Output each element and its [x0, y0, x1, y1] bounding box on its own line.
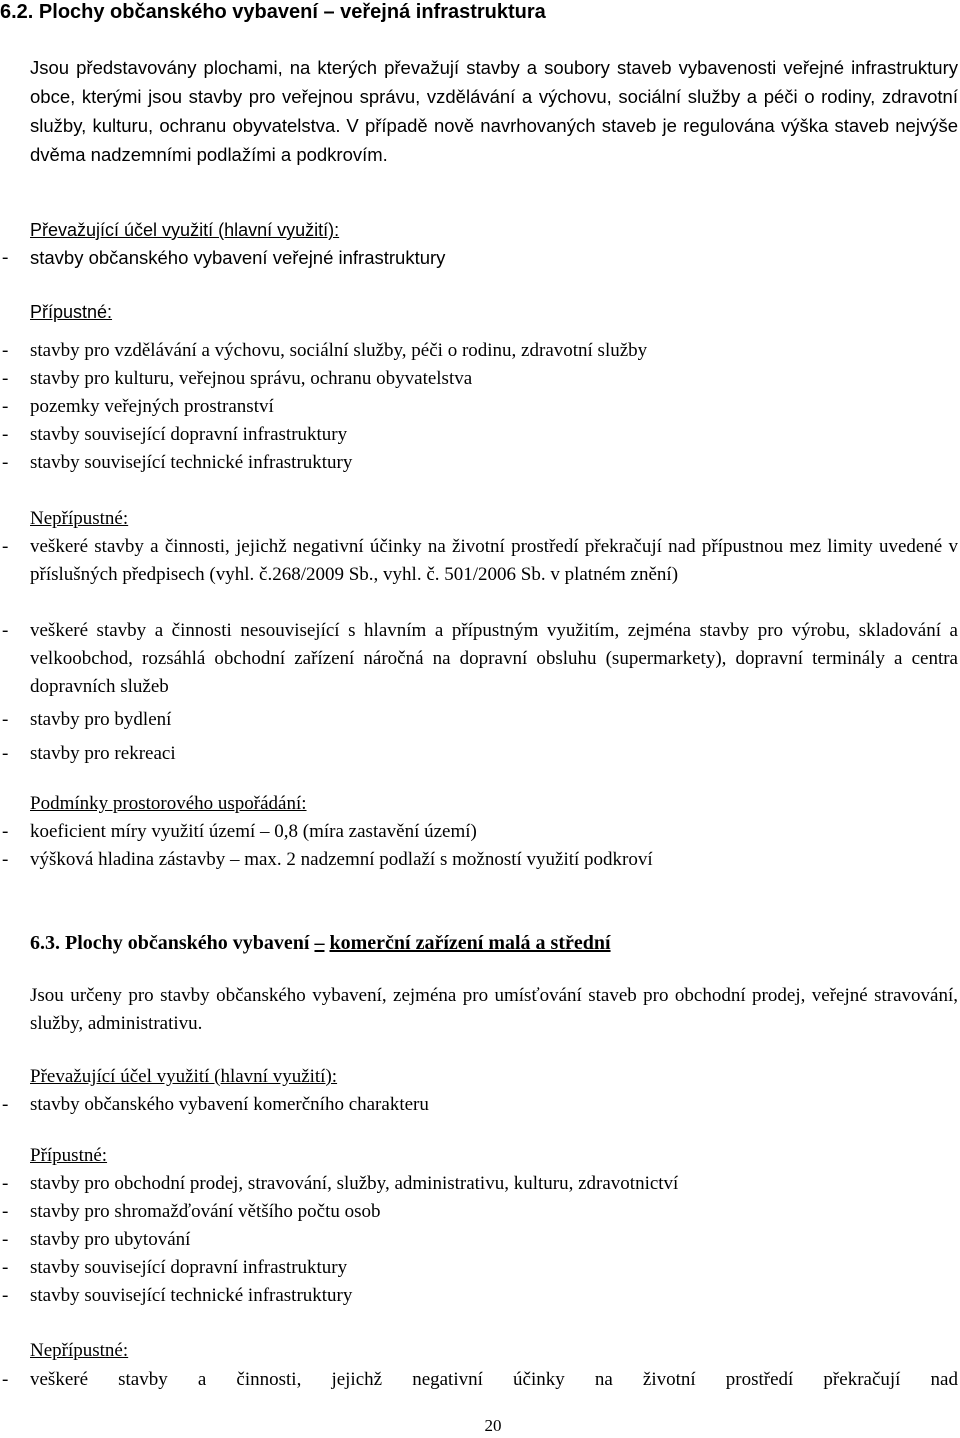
section-6-3-permitted-item: stavby související technické infrastruktury	[30, 1285, 353, 1306]
section-6-2-main-use-heading: Převažující účel využití (hlavní využití):	[30, 220, 340, 240]
section-6-2-permitted-item: stavby související technické infrastruktury	[30, 452, 353, 473]
section-6-2-title-text: Plochy občanského vybavení – veřejná infrastruktura	[38, 1, 546, 23]
section-6-3-title-separator: –	[314, 932, 325, 954]
section-6-2-permitted-item: stavby pro vzdělávání a výchovu, sociální služby, péči o rodinu, zdravotní služby	[30, 340, 648, 361]
bullet-dash: -	[2, 821, 9, 842]
bullet-dash: -	[2, 247, 9, 268]
section-6-3-permitted-item: stavby pro ubytování	[30, 1229, 191, 1250]
section-6-2-conditions-item: koeficient míry využití území – 0,8 (míra zastavění území)	[30, 821, 477, 842]
bullet-dash: -	[2, 368, 9, 389]
bullet-dash: -	[2, 709, 9, 730]
bullet-dash: -	[2, 1173, 9, 1194]
section-6-3-main-use-item: stavby občanského vybavení komerčního charakteru	[30, 1094, 429, 1115]
bullet-dash: -	[2, 424, 9, 445]
section-6-3-title-part1: Plochy občanského vybavení	[65, 932, 310, 954]
section-6-2-prohibited-item: veškeré stavby a činnosti, jejichž negativní účinky na životní prostředí překračují nad přípustnou mez limity uvedené v příslušných předpisech (vyhl. č.268/2009 Sb., vyhl. č. 501/2006 Sb. v platném znění)	[30, 536, 958, 585]
section-6-3-permitted-item: stavby související dopravní infrastruktury	[30, 1257, 348, 1278]
section-6-3-prohibited-heading: Nepřípustné:	[30, 1340, 129, 1361]
bullet-dash: -	[2, 1369, 9, 1390]
bullet-dash: -	[2, 452, 9, 473]
section-6-3-permitted-item: stavby pro shromažďování většího počtu osob	[30, 1201, 381, 1222]
bullet-dash: -	[2, 1285, 9, 1306]
section-6-2-prohibited-item: stavby pro bydlení	[30, 709, 172, 730]
bullet-dash: -	[2, 743, 9, 764]
section-6-3-number: 6.3.	[30, 932, 60, 954]
section-6-3-title-part2: komerční zařízení malá a střední	[329, 932, 611, 954]
section-6-2-prohibited-heading: Nepřípustné:	[30, 508, 129, 529]
bullet-dash: -	[2, 340, 9, 361]
bullet-dash: -	[2, 536, 9, 557]
section-6-2-intro-part1: Jsou představovány plochami, na kterých převažují stavby a soubory staveb vybavenosti veřejné infrastruktury obce, kterými jsou stavby pro veřejnou správu, vzdělávání a výchovu, sociální služby a péči o rodiny, zdravotní služby, kulturu, ochranu obyvatelstva.	[30, 57, 958, 136]
section-6-3-title	[30, 931, 611, 955]
bullet-dash: -	[2, 620, 9, 641]
section-6-2-permitted-item: stavby pro kulturu, veřejnou správu, ochranu obyvatelstva	[30, 368, 473, 389]
section-6-2-permitted-item: pozemky veřejných prostranství	[30, 396, 274, 417]
section-6-2-prohibited-item: veškeré stavby a činnosti nesouvisející s hlavním a přípustným využitím, zejména stavby pro výrobu, skladování a velkoobchod, rozsáhlá obchodní zařízení náročná na dopravní obsluhu (supermarkety), dopravní terminály a centra dopravních služeb	[30, 620, 958, 697]
section-6-2-prohibited-item: stavby pro rekreaci	[30, 743, 176, 764]
section-6-2-main-use-item: stavby občanského vybavení veřejné infrastruktury	[30, 247, 446, 268]
bullet-dash: -	[2, 1094, 9, 1115]
bullet-dash: -	[2, 1257, 9, 1278]
page-number: 20	[484, 1416, 502, 1435]
section-6-2-conditions-heading: Podmínky prostorového uspořádání:	[30, 793, 307, 814]
section-6-3-main-use-heading: Převažující účel využití (hlavní využití):	[30, 1066, 338, 1087]
section-6-2-permitted-heading: Přípustné:	[30, 302, 113, 322]
section-6-2-title	[0, 0, 546, 24]
section-6-3-prohibited-item: veškeré stavby a činnosti, jejichž negativní účinky na životní prostředí překračují nad	[30, 1369, 958, 1390]
section-6-2-conditions-item: výšková hladina zástavby – max. 2 nadzemní podlaží s možností využití podkroví	[30, 849, 653, 870]
section-6-2-permitted-item: stavby související dopravní infrastruktury	[30, 424, 348, 445]
bullet-dash: -	[2, 396, 9, 417]
bullet-dash: -	[2, 849, 9, 870]
bullet-dash: -	[2, 1229, 9, 1250]
section-6-2-number: 6.2.	[0, 1, 34, 23]
section-6-3-permitted-heading: Přípustné:	[30, 1145, 108, 1166]
section-6-2-intro-part2: V případě nově navrhovaných staveb je regulována výška staveb nejvýše dvěma nadzemními podlažími a podkrovím.	[30, 115, 958, 165]
section-6-2-intro	[30, 54, 958, 170]
section-6-3-intro: Jsou určeny pro stavby občanského vybavení, zejména pro umísťování staveb pro obchodní prodej, veřejné stravování, služby, administrativu.	[30, 985, 958, 1034]
section-6-3-permitted-item: stavby pro obchodní prodej, stravování, služby, administrativu, kulturu, zdravotnictví	[30, 1173, 679, 1194]
bullet-dash: -	[2, 1201, 9, 1222]
